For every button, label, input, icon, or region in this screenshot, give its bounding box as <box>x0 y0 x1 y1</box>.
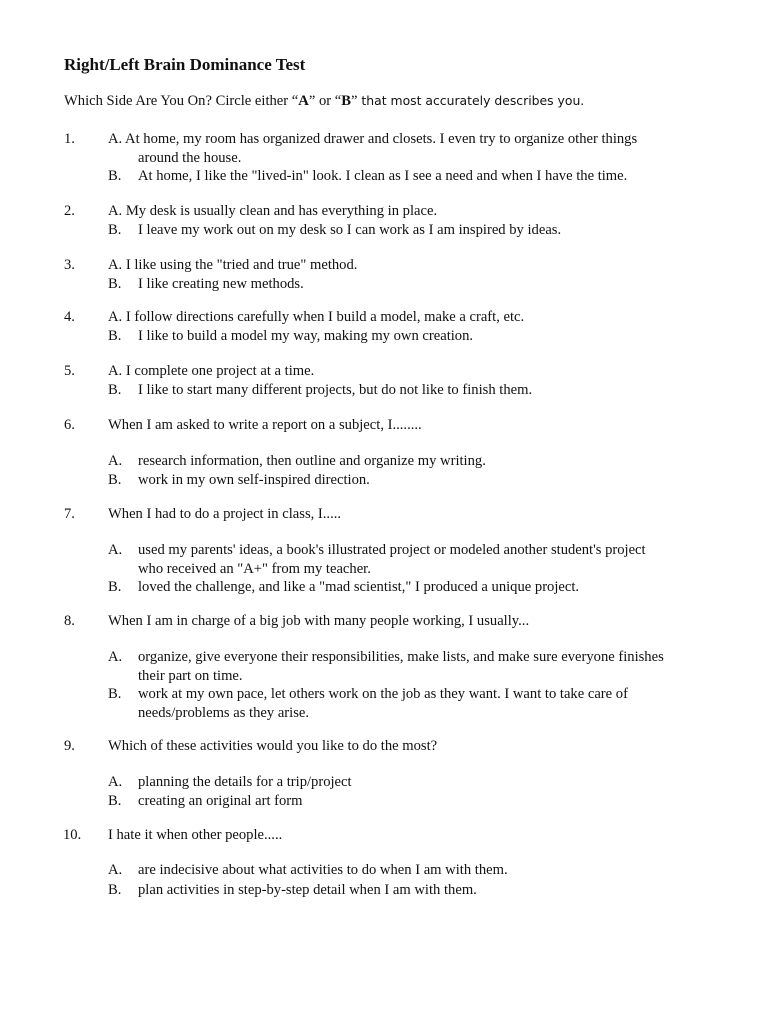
answer-a-continued: around the house. <box>138 150 242 166</box>
question-stem: When I had to do a project in class, I..... <box>108 506 342 522</box>
instructions <box>64 92 584 111</box>
answer-b-text: I leave my work out on my desk so I can work as I am inspired by ideas. <box>138 222 562 238</box>
answer-a-text: are indecisive about what activities to do when I am with them. <box>138 862 508 878</box>
answer-b-text: I like to start many different projects, but do not like to finish them. <box>138 382 533 398</box>
answer-b-letter: B. <box>108 222 122 238</box>
answer-a: A. My desk is usually clean and has everything in place. <box>108 203 438 219</box>
answer-a: A. At home, my room has organized drawer and closets. I even try to organize other things <box>108 131 638 147</box>
answer-a: A. I follow directions carefully when I build a model, make a craft, etc. <box>108 309 525 325</box>
question-number: 2. <box>64 203 75 219</box>
question-number: 8. <box>64 613 75 629</box>
question-stem: Which of these activities would you like to do the most? <box>108 738 438 754</box>
page-title: Right/Left Brain Dominance Test <box>64 55 306 74</box>
answer-a-letter: A. <box>108 453 123 469</box>
question-number: 3. <box>64 257 75 273</box>
answer-b-text: I like creating new methods. <box>138 276 304 292</box>
instructions-suffix: ” <box>350 93 358 109</box>
answer-b-text: work in my own self-inspired direction. <box>138 472 370 488</box>
answer-b-text: work at my own pace, let others work on the job as they want. I want to take care of <box>138 686 628 702</box>
answer-a-letter: A. <box>108 542 123 558</box>
answer-b-letter: B. <box>108 382 122 398</box>
answer-a-letter: A. <box>108 862 123 878</box>
answer-a-text: research information, then outline and organize my writing. <box>138 453 486 469</box>
answer-a-letter: A. <box>108 774 123 790</box>
answer-a-text: planning the details for a trip/project <box>138 774 352 790</box>
answer-b-letter: B. <box>108 276 122 292</box>
answer-b-text: At home, I like the "lived-in" look. I clean as I see a need and when I have the time. <box>138 168 628 184</box>
instructions-prefix: Which Side Are You On? Circle either “ <box>64 93 299 109</box>
answer-b-letter: B. <box>108 793 122 809</box>
answer-a: A. I complete one project at a time. <box>108 363 315 379</box>
question-stem: I hate it when other people..... <box>108 827 283 843</box>
answer-b-letter: B. <box>108 328 122 344</box>
answer-a-text: used my parents' ideas, a book's illustrated project or modeled another student's project <box>138 542 646 558</box>
option-a-label: A <box>298 93 309 109</box>
question-number: 1. <box>64 131 75 147</box>
answer-b-letter: B. <box>108 686 122 702</box>
answer-b-text: I like to build a model my way, making my own creation. <box>138 328 474 344</box>
answer-b-text: creating an original art form <box>138 793 303 809</box>
answer-b-letter: B. <box>108 472 122 488</box>
question-number: 9. <box>64 738 75 754</box>
answer-b-text: loved the challenge, and like a "mad scientist," I produced a unique project. <box>138 579 580 595</box>
instructions-tail: that most accurately describes you. <box>357 93 585 108</box>
question-number: 5. <box>64 363 75 379</box>
question-stem: When I am in charge of a big job with many people working, I usually... <box>108 613 530 629</box>
answer-a-text-continued: their part on time. <box>138 667 243 684</box>
answer-b-text: plan activities in step-by-step detail when I am with them. <box>138 882 477 898</box>
question-number: 6. <box>64 417 75 433</box>
question-stem: When I am asked to write a report on a subject, I........ <box>108 417 422 433</box>
answer-a-text-continued: who received an "A+" from my teacher. <box>138 560 371 577</box>
question-number: 10. <box>63 827 82 843</box>
option-b-label: B <box>341 93 351 109</box>
question-number: 7. <box>64 506 75 522</box>
question-number: 4. <box>64 309 75 325</box>
answer-b-letter: B. <box>108 579 122 595</box>
answer-a: A. I like using the "tried and true" method. <box>108 257 358 273</box>
instructions-middle: ” or “ <box>308 93 342 109</box>
answer-a-text: organize, give everyone their responsibilities, make lists, and make sure everyone finishes <box>138 649 664 665</box>
answer-b-letter: B. <box>108 882 122 898</box>
answer-a-letter: A. <box>108 649 123 665</box>
answer-b-text-continued: needs/problems as they arise. <box>138 704 310 721</box>
answer-b-letter: B. <box>108 168 122 184</box>
